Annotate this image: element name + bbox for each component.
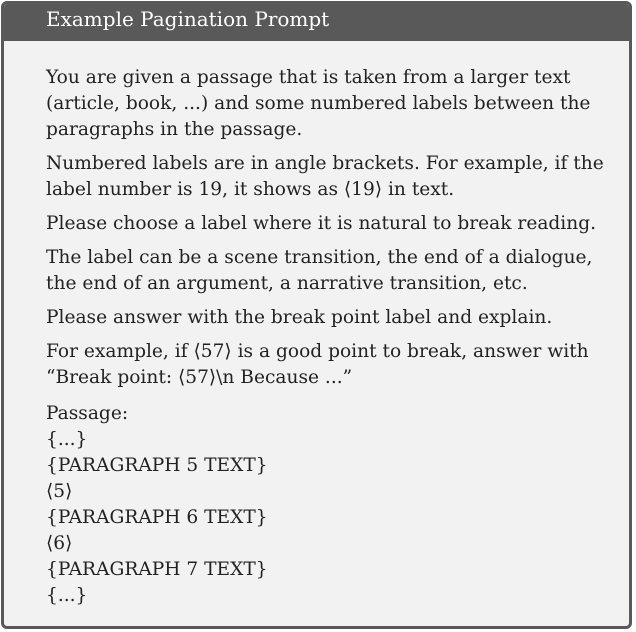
passage-block (46, 401, 613, 609)
instruction-paragraph-3: Please choose a label where it is natural to break reading. (46, 213, 597, 234)
prompt-body (46, 65, 613, 609)
passage-label-6: ⟨6⟩ (46, 533, 73, 554)
passage-label: Passage: (46, 403, 129, 424)
instruction-paragraph-4: The label can be a scene transition, the end of a dialogue, the end of an argument, a narrative transition, etc. (46, 247, 593, 294)
passage-paragraph-7: {PARAGRAPH 7 TEXT} (46, 559, 268, 580)
passage-paragraph-6: {PARAGRAPH 6 TEXT} (46, 507, 268, 528)
prompt-title: Example Pagination Prompt (4, 4, 629, 41)
prompt-box (1, 1, 632, 629)
instruction-paragraph-2: Numbered labels are in angle brackets. For example, if the label number is 19, it shows as ⟨19⟩ in text. (46, 153, 604, 200)
passage-ellipsis-end: {...} (46, 585, 88, 606)
passage-label-5: ⟨5⟩ (46, 481, 73, 502)
instruction-paragraph-6: For example, if ⟨57⟩ is a good point to break, answer with “Break point: ⟨57⟩\n Because ...” (46, 341, 589, 388)
passage-paragraph-5: {PARAGRAPH 5 TEXT} (46, 455, 268, 476)
instruction-paragraph-1: You are given a passage that is taken from a larger text (article, book, ...) and some numbered labels between the paragraphs in the passage. (46, 67, 591, 140)
instruction-paragraph-5: Please answer with the break point label and explain. (46, 307, 553, 328)
passage-ellipsis-start: {...} (46, 429, 88, 450)
